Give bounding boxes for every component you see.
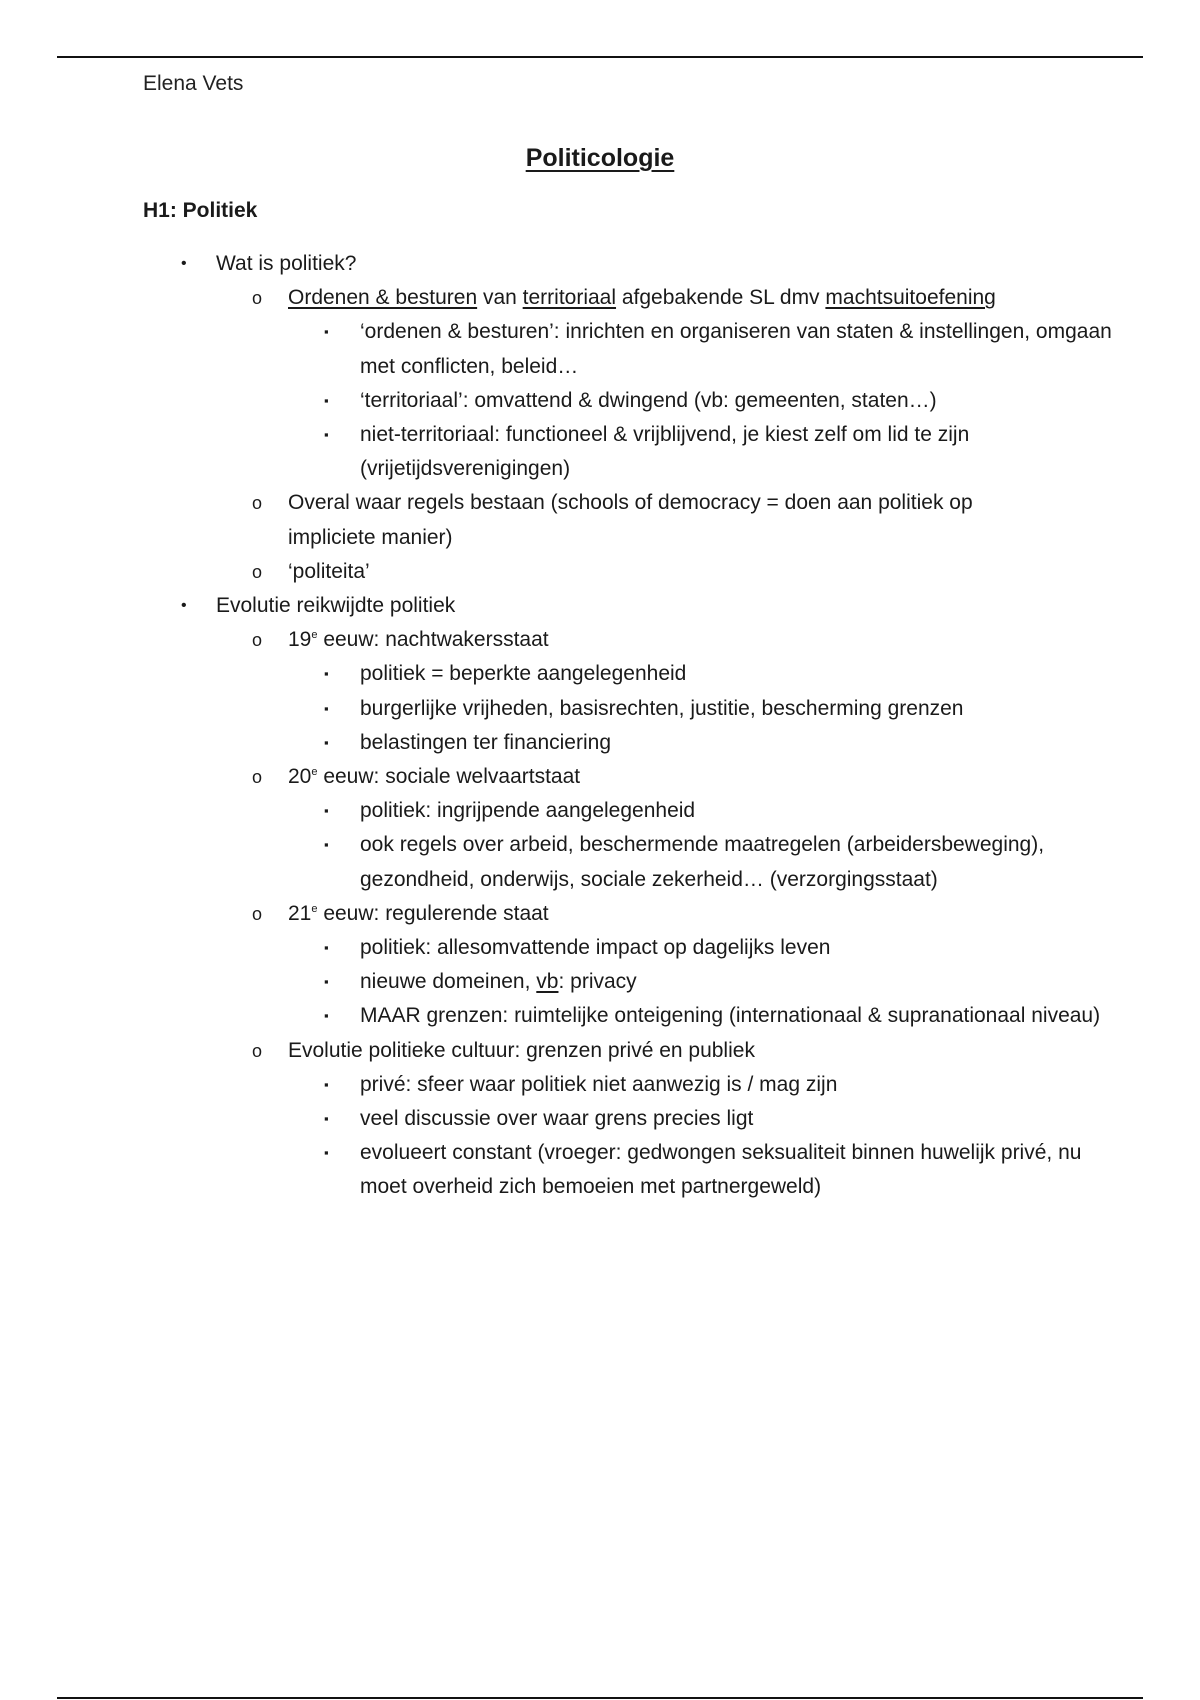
author-name: Elena Vets (143, 72, 244, 95)
list-item (216, 555, 1200, 589)
bullet-square-icon: ▪ (324, 734, 329, 750)
bullet-square-icon: ▪ (324, 1145, 329, 1161)
item-text (288, 760, 1048, 794)
underlined-term: territoriaal (522, 286, 617, 310)
text-fragment: eeuw: nachtwakersstaat (317, 628, 549, 652)
bullet-dot-icon: • (181, 255, 187, 272)
sub-item (288, 931, 1200, 965)
superscript: e (311, 629, 318, 642)
sub-item (288, 726, 1200, 760)
bullet-square-icon: ▪ (324, 940, 329, 956)
bullet-square-icon: ▪ (324, 1076, 329, 1092)
section-items (216, 281, 1200, 589)
section-label: Wat is politiek? (216, 252, 357, 275)
sub-item (288, 384, 1200, 418)
sub-item (288, 1068, 1200, 1102)
sub-items (288, 315, 1200, 486)
sub-item-text: burgerlijke vrijheden, basisrechten, justitie, bescherming grenzen (360, 696, 964, 720)
outline-list (0, 247, 1200, 1205)
item-text (288, 281, 1048, 315)
header-rule (57, 56, 1143, 58)
sub-items (288, 1068, 1200, 1205)
item-text: Overal waar regels bestaan (schools of democracy = doen aan politiek op impliciete manier) (288, 491, 973, 549)
outline-section (0, 247, 1200, 589)
century-number: 20 (288, 765, 312, 789)
sub-item (288, 418, 1200, 486)
footer-rule (57, 1697, 1143, 1699)
sub-item (288, 965, 1200, 999)
sub-item-text: veel discussie over waar grens precies ligt (360, 1107, 754, 1131)
section-items (216, 623, 1200, 1204)
item-text (288, 897, 1048, 931)
list-item (216, 623, 1200, 760)
sub-item (288, 794, 1200, 828)
sub-item (288, 692, 1200, 726)
bullet-square-icon: ▪ (324, 1111, 329, 1127)
list-item (216, 486, 1200, 554)
sub-item-text: politiek: ingrijpende aangelegenheid (360, 799, 696, 823)
bullet-square-icon: ▪ (324, 427, 329, 443)
century-number: 21 (288, 901, 312, 925)
document-title-text: Politicologie (525, 144, 675, 172)
list-item (216, 760, 1200, 897)
sub-item-text: politiek = beperkte aangelegenheid (360, 662, 687, 686)
document-title (0, 144, 1200, 173)
text-fragment: eeuw: sociale welvaartstaat (317, 765, 581, 789)
superscript: e (311, 766, 318, 779)
list-item (216, 897, 1200, 1034)
sub-items (288, 657, 1200, 760)
bullet-square-icon: ▪ (324, 392, 329, 408)
sub-item (288, 1136, 1200, 1204)
bullet-circle-icon: o (252, 630, 263, 651)
text-fragment: eeuw: regulerende staat (317, 901, 549, 925)
superscript: e (311, 902, 318, 915)
bullet-circle-icon: o (252, 767, 263, 788)
century-number: 19 (288, 628, 312, 652)
text-fragment: van (477, 286, 523, 310)
item-text (288, 623, 1048, 657)
sub-items (288, 794, 1200, 897)
sub-items (288, 931, 1200, 1034)
sub-item-text: privé: sfeer waar politiek niet aanwezig is / mag zijn (360, 1072, 838, 1096)
sub-item (288, 315, 1200, 383)
chapter-heading: H1: Politiek (143, 199, 258, 222)
sub-item-text (360, 965, 1120, 999)
sub-item-text: belastingen ter financiering (360, 730, 611, 754)
section-label: Evolutie reikwijdte politiek (216, 594, 456, 618)
bullet-square-icon: ▪ (324, 1008, 329, 1024)
bullet-circle-icon: o (252, 561, 263, 582)
bullet-square-icon: ▪ (324, 666, 329, 682)
bullet-circle-icon: o (252, 493, 263, 514)
underlined-term: vb (536, 970, 559, 994)
sub-item-text: MAAR grenzen: ruimtelijke onteigening (internationaal & supranationaal niveau) (360, 1004, 1101, 1028)
sub-item-text: politiek: allesomvattende impact op dagelijks leven (360, 936, 831, 960)
sub-item-text: evolueert constant (vroeger: gedwongen seksualiteit binnen huwelijk privé, nu moet overheid zich bemoeien met partnergeweld) (360, 1141, 1082, 1199)
sub-item (288, 999, 1200, 1033)
bullet-circle-icon: o (252, 903, 263, 924)
bullet-circle-icon: o (252, 1040, 263, 1061)
sub-item-text: niet-territoriaal: functioneel & vrijblijvend, je kiest zelf om lid te zijn (vrijetijdsverenigingen) (360, 423, 970, 481)
list-item (216, 1034, 1200, 1205)
bullet-square-icon: ▪ (324, 324, 329, 340)
sub-item (288, 1102, 1200, 1136)
text-fragment: afgebakende SL dmv (616, 286, 826, 310)
sub-item-text: ook regels over arbeid, beschermende maatregelen (arbeidersbeweging), gezondheid, onderwijs, sociale zekerheid… (verzorgingsstaat) (360, 833, 1045, 891)
bullet-square-icon: ▪ (324, 837, 329, 853)
outline (0, 247, 1200, 1205)
list-item (216, 281, 1200, 486)
bullet-dot-icon: • (181, 597, 187, 615)
sub-item-text: ‘territoriaal’: omvattend & dwingend (vb: gemeenten, staten…) (360, 388, 937, 412)
sub-item (288, 828, 1200, 896)
bullet-square-icon: ▪ (324, 700, 329, 716)
bullet-square-icon: ▪ (324, 803, 329, 819)
item-text: ‘politeita’ (288, 559, 370, 583)
text-fragment: : privacy (558, 970, 637, 994)
bullet-circle-icon: o (252, 288, 263, 309)
text-fragment: nieuwe domeinen, (360, 970, 537, 994)
item-text: Evolutie politieke cultuur: grenzen privé en publiek (288, 1038, 755, 1062)
underlined-term: Ordenen & besturen (288, 286, 478, 310)
sub-item-text: ‘ordenen & besturen’: inrichten en organiseren van staten & instellingen, omgaan met conflicten, beleid… (360, 320, 1112, 378)
sub-item (288, 657, 1200, 691)
bullet-square-icon: ▪ (324, 974, 329, 990)
underlined-term: machtsuitoefening (825, 286, 996, 310)
outline-section (0, 589, 1200, 1205)
